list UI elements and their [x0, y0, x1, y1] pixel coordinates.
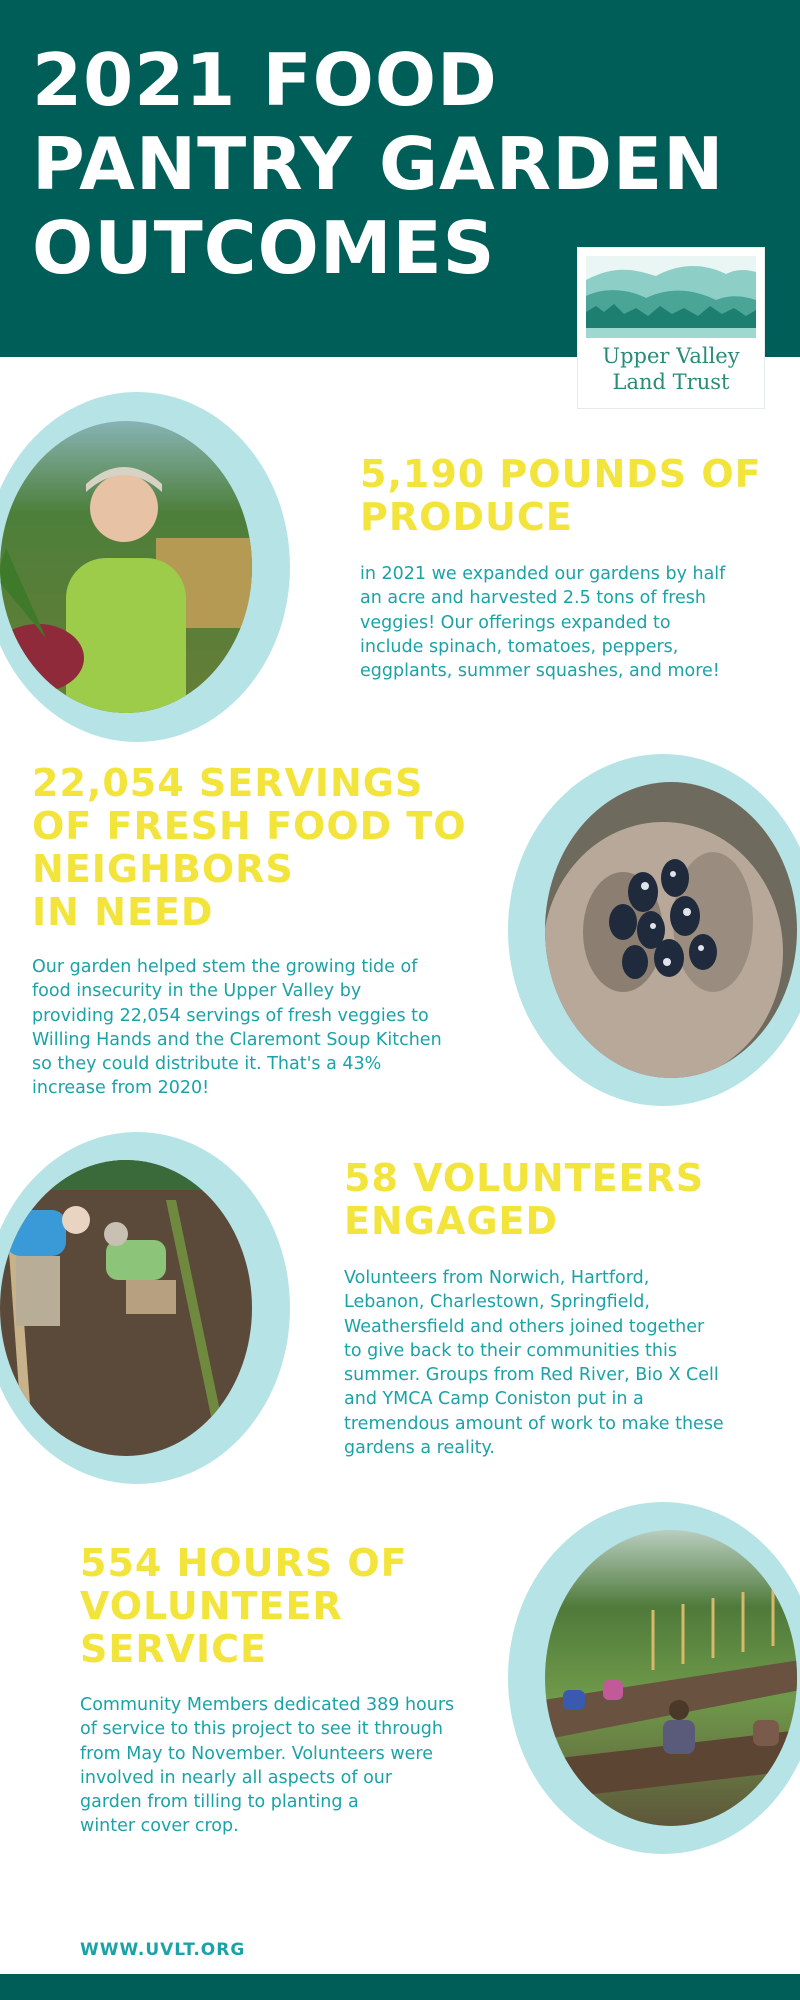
section-1-heading-line: 5,190 POUNDS OF: [360, 452, 762, 496]
section-4-heading: [80, 1542, 408, 1671]
section-4-body: [80, 1693, 454, 1839]
section-3-heading-line: ENGAGED: [344, 1199, 559, 1243]
section-1-photo-frame: [0, 388, 298, 746]
section-3-body-line: Volunteers from Norwich, Hartford,: [344, 1268, 650, 1288]
section-2-heading-line: 22,054 SERVINGS: [32, 761, 424, 805]
section-2-body-line: food insecurity in the Upper Valley by: [32, 981, 362, 1002]
section-2-body: [32, 955, 442, 1101]
section-2-heading-line: IN NEED: [32, 890, 214, 934]
section-4-photo-frame: [503, 1500, 800, 1858]
section-1-body-line: include spinach, tomatoes, peppers,: [360, 636, 679, 657]
section-3-heading-line: 58 VOLUNTEERS: [344, 1156, 705, 1200]
section-1-heading-line: PRODUCE: [360, 495, 573, 539]
section-4-body-line: garden from tilling to planting a: [80, 1792, 359, 1813]
section-3-body-line: and YMCA Camp Coniston put in a: [344, 1389, 644, 1410]
section-2-body-line: so they could distribute it. That's a 43%: [32, 1054, 382, 1075]
section-2-body-line: Willing Hands and the Claremont Soup Kitchen: [32, 1029, 442, 1050]
title-line-2: PANTRY GARDEN: [32, 122, 725, 206]
section-4-heading-line: 554 HOURS OF: [80, 1541, 408, 1585]
section-3-heading: [344, 1157, 704, 1243]
section-2-body-line: providing 22,054 servings of fresh veggies to: [32, 1005, 429, 1026]
title-line-1: 2021 FOOD: [32, 38, 498, 122]
section-3-body-line: to give back to their communities this: [344, 1340, 677, 1361]
section-2-heading-line: OF FRESH FOOD TO: [32, 804, 467, 848]
footer-bar: [0, 1974, 800, 2000]
uvlt-logo: [578, 248, 764, 408]
section-1-body-line: in 2021 we expanded our gardens by half: [360, 564, 726, 584]
section-3-body: [344, 1266, 724, 1460]
section-3-body-line: Lebanon, Charlestown, Springfield,: [344, 1292, 650, 1313]
section-4-body-line: involved in nearly all aspects of our: [80, 1767, 393, 1788]
section-1-body-line: veggies! Our offerings expanded to: [360, 612, 671, 633]
section-2-heading-line: NEIGHBORS: [32, 847, 294, 891]
section-4-body-line: of service to this project to see it through: [80, 1719, 443, 1740]
website-link[interactable]: WWW.UVLT.ORG: [80, 1940, 246, 1960]
section-3-body-line: summer. Groups from Red River, Bio X Cell: [344, 1365, 719, 1386]
mountain-landscape-icon: [586, 256, 756, 338]
section-2-body-line: Our garden helped stem the growing tide of: [32, 957, 418, 977]
logo-name-line-1: Upper Valley: [602, 344, 740, 368]
section-3-body-line: gardens a reality.: [344, 1438, 495, 1459]
section-4-heading-line: SERVICE: [80, 1627, 267, 1671]
section-3-body-line: tremendous amount of work to make these: [344, 1413, 724, 1434]
section-1-body-line: an acre and harvested 2.5 tons of fresh: [360, 588, 707, 609]
section-2-photo-frame: [503, 752, 800, 1110]
section-2-body-line: increase from 2020!: [32, 1078, 210, 1099]
section-1-heading: [360, 453, 762, 539]
section-3-photo-frame: [0, 1130, 298, 1488]
section-4-body-line: winter cover crop.: [80, 1816, 239, 1837]
section-3-body-line: Weathersfield and others joined together: [344, 1316, 705, 1337]
logo-name-line-2: Land Trust: [612, 370, 730, 394]
section-4-body-line: Community Members dedicated 389 hours: [80, 1695, 455, 1715]
section-4-body-line: from May to November. Volunteers were: [80, 1743, 434, 1764]
title-line-3: OUTCOMES: [32, 206, 496, 290]
section-2-heading: [32, 762, 467, 934]
section-1-body-line: eggplants, summer squashes, and more!: [360, 661, 720, 682]
section-4-heading-line: VOLUNTEER: [80, 1584, 343, 1628]
section-1-body: [360, 562, 725, 683]
